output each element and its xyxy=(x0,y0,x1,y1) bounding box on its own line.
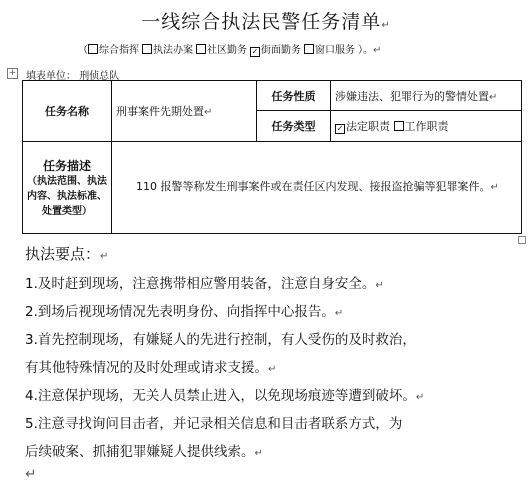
checkbox-icon[interactable] xyxy=(196,44,206,54)
category-item[interactable]: 执法办案 xyxy=(142,45,193,56)
checked-checkbox-icon[interactable]: ✓ xyxy=(336,124,344,133)
table-row xyxy=(23,142,522,234)
task-type-options[interactable]: ✓ 法定职责 工作职责 xyxy=(331,111,522,142)
task-table xyxy=(22,80,522,234)
fill-unit: 填表单位： 刑侦总队 xyxy=(26,71,120,82)
category-item[interactable]: 窗口服务 xyxy=(304,45,355,56)
category-item[interactable]: ✓ 街面勤务 xyxy=(251,45,301,56)
paragraph-mark: ↵ xyxy=(25,466,37,482)
category-item[interactable]: 社区勤务 xyxy=(196,45,247,56)
list-item: 3.首先控制现场，有嫌疑人的先进行控制，有人受伤的及时救治， xyxy=(25,332,416,348)
task-desc-label: 任务描述 xyxy=(42,158,91,173)
list-item: 后续破案、抓捕犯罪嫌疑人提供线索。↵ xyxy=(25,444,263,460)
task-desc-value[interactable]: 110 报警等称发生刑事案件或在责任区内发现、接报盗抢骗等犯罪案件。↵ xyxy=(112,142,522,234)
task-nature-value[interactable]: 涉嫌违法、犯罪行为的警情处置↵ xyxy=(331,81,522,111)
category-close: ）。 xyxy=(358,45,373,56)
checkbox-icon[interactable] xyxy=(304,44,314,54)
task-type-label: 任务类型 xyxy=(257,111,331,142)
category-item[interactable]: 综合指挥 xyxy=(88,45,139,56)
list-item: 有其他特殊情况的及时处理或请求支援。↵ xyxy=(25,360,277,376)
points-title: 执法要点：↵ xyxy=(25,245,109,263)
task-desc-sub: （执法范围、执法内容、执法标准、处置类型） xyxy=(27,175,107,217)
paragraph-mark: ↵ xyxy=(381,20,391,31)
list-item: 1.及时赶到现场，注意携带相应警用装备，注意自身安全。↵ xyxy=(25,276,384,292)
document-title: 一线综合执法民警任务清单↵ xyxy=(141,11,391,33)
task-name-value[interactable]: 刑事案件先期处置↵ xyxy=(112,81,257,142)
checkbox-icon[interactable] xyxy=(88,44,98,54)
task-name-label: 任务名称 xyxy=(23,81,112,142)
table-row xyxy=(23,81,522,111)
list-item: 2.到场后视现场情况先表明身份、向指挥中心报告。↵ xyxy=(25,304,344,320)
list-item: 4.注意保护现场，无关人员禁止进入，以免现场痕迹等遭到破坏。↵ xyxy=(25,388,425,404)
checked-checkbox-icon[interactable]: ✓ xyxy=(251,47,259,56)
task-desc-label-cell xyxy=(23,142,112,234)
category-checklist: （ 综合指挥 执法办案 社区勤务 ✓ 街面勤务 窗口服务 ）。↵ xyxy=(78,45,382,56)
table-move-handle-icon[interactable]: + xyxy=(8,68,17,78)
task-nature-label: 任务性质 xyxy=(257,81,331,111)
checkbox-icon[interactable] xyxy=(394,121,404,131)
list-item: 5.注意寻找询问目击者，并记录相关信息和目击者联系方式，为 xyxy=(25,416,403,432)
fill-unit-value: 刑侦总队 xyxy=(79,71,120,82)
checkbox-icon[interactable] xyxy=(142,44,152,54)
table-resize-handle[interactable] xyxy=(518,236,526,244)
